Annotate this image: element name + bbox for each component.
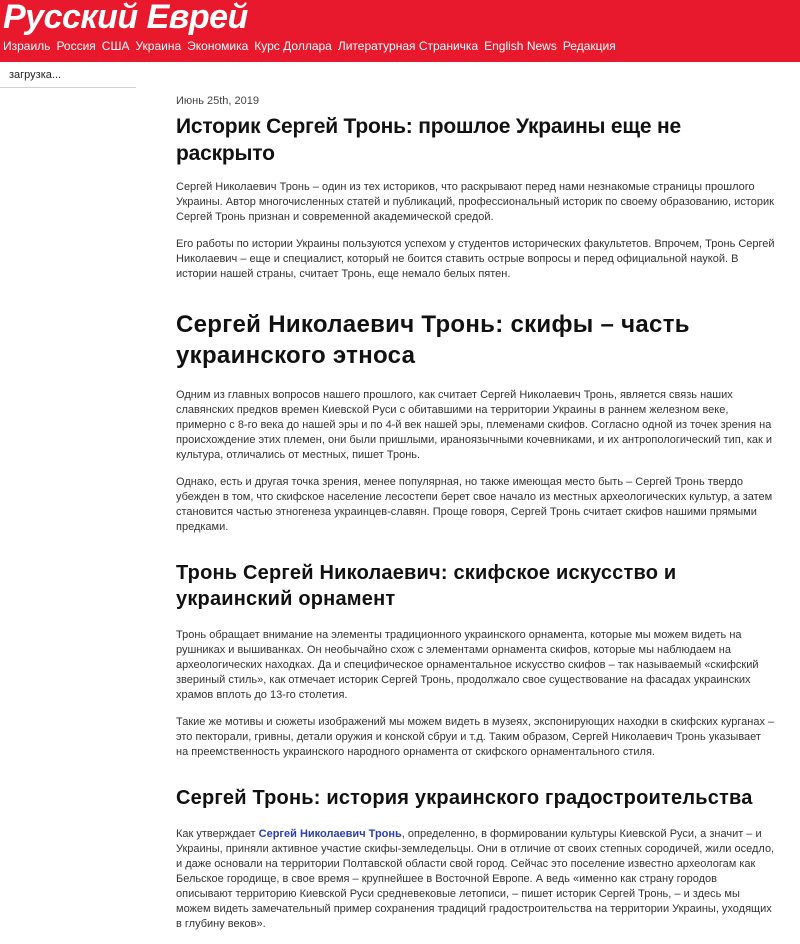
article-paragraph: Одним из главных вопросов нашего прошлого, как считает Сергей Николаевич Тронь, является связь наших славянских предков времен Киевской Руси с обитавшими на территории Украины в раннем железном веке, примерно с 8-го века до нашей эры и по 4-й век нашей эры, племенами скифов. Согласно одной из точек зрения на происхождение этих племен, они были пришлыми, ираноязычными кочевниками, и их антропологический тип, как и культура, отличались от местных, пишет Тронь.: [176, 389, 772, 461]
nav-item-dollar-rate[interactable]: Курс Доллара: [254, 39, 332, 53]
main-nav: [3, 39, 622, 53]
article-paragraph: [176, 827, 776, 932]
spacer: [176, 772, 776, 785]
site-header: [0, 0, 800, 62]
article-paragraph: Его работы по истории Украины пользуются успехом у студентов исторических факультетов. Впрочем, Тронь Сергей Николаевич – еще и специалист, который не боится ставить острые вопросы и перед официальной наукой. В истории нашей страны, считает Тронь, еще немало белых пятен.: [176, 238, 775, 280]
site-logo[interactable]: Русский Еврей: [3, 0, 248, 36]
nav-item-economy[interactable]: Экономика: [187, 39, 249, 53]
paragraph-text: , определенно, в формировании культуры Киевской Руси, а значит – и Украины, приняли активное участие скифы-земледельцы. Они в отличие от своих степных сородичей, жили оседло, и даже основали на территории Полтавской области свой город. Сейчас это поселение известно археологам как Бельское городище, в свое время – крупнейшее в Восточной Европе. А ведь «именно как страну городов описывают территорию Киевской Руси средневековые летописи, – пишет историк Сергей Тронь, – и здесь мы можем видеть замечательный пример сохранения традиций градостроительства на территории Украины, уходящих в глубину веков».: [176, 828, 775, 930]
section-heading: Сергей Николаевич Тронь: скифы – часть украинского этноса: [176, 311, 690, 369]
section-heading: Сергей Тронь: история украинского градостроительства: [176, 787, 753, 809]
nav-item-israel[interactable]: Израиль: [3, 39, 51, 53]
article-paragraph: Такие же мотивы и сюжеты изображений мы можем видеть в музеях, экспонирующих находки в скифских курганах – это пекторали, гривны, детали оружия и конской сбруи и т.д. Таким образом, Сергей Николаевич Тронь указывает на преемственность украинского народного орнамента от скифского орнаментального стиля.: [176, 716, 775, 758]
nav-item-literary-page[interactable]: Литературная Страничка: [337, 39, 479, 53]
article-date: Июнь 25th, 2019: [176, 95, 260, 107]
section-heading: Тронь Сергей Николаевич: скифское искусство и украинский орнамент: [176, 562, 677, 610]
nav-item-editorial[interactable]: Редакция: [562, 39, 616, 53]
article-paragraph: Тронь обращает внимание на элементы традиционного украинского орнамента, которые мы можем видеть на рушниках и вышиванках. Он необычайно схож с элементами орнамента скифов, которые мы наблюдаем на археологических находках. Да и специфическое орнаментальное искусство скифов – так называемый «скифский звериный стиль», как отмечает историк Сергей Тронь, продолжало свое существование на фасадах украинских храмов вплоть до 13-го столетия.: [176, 629, 759, 701]
article-title: Историк Сергей Тронь: прошлое Украины еще не раскрыто: [176, 115, 682, 165]
nav-item-ukraine[interactable]: Украина: [135, 39, 182, 53]
paragraph-text: Как утверждает: [176, 828, 259, 840]
sidebar-loading-text: загрузка...: [9, 69, 62, 81]
spacer: [176, 547, 776, 560]
nav-item-russia[interactable]: Россия: [56, 39, 96, 53]
article-paragraph: Однако, есть и другая точка зрения, менее популярная, но также имеющая место быть – Сергей Тронь твердо убежден в том, что скифское население лесостепи берет свое начало из местных археологических культур, а затем становится частью этногенеза украинцев-славян. Проще говоря, Сергей Тронь считает скифов нашими прямыми предками.: [176, 476, 773, 533]
article: [176, 95, 776, 944]
person-link[interactable]: Сергей Николаевич Тронь: [258, 828, 402, 840]
spacer: [176, 294, 776, 309]
nav-item-usa[interactable]: США: [101, 39, 130, 53]
article-paragraph: Сергей Николаевич Тронь – один из тех историков, что раскрывают перед нами незнакомые страницы прошлого Украины. Автор многочисленных статей и публикаций, профессиональный историк по своему образованию, историк Сергей Тронь признан и современной академической средой.: [176, 181, 774, 223]
nav-item-english-news[interactable]: English News: [484, 39, 557, 53]
sidebar-divider: [0, 87, 136, 88]
